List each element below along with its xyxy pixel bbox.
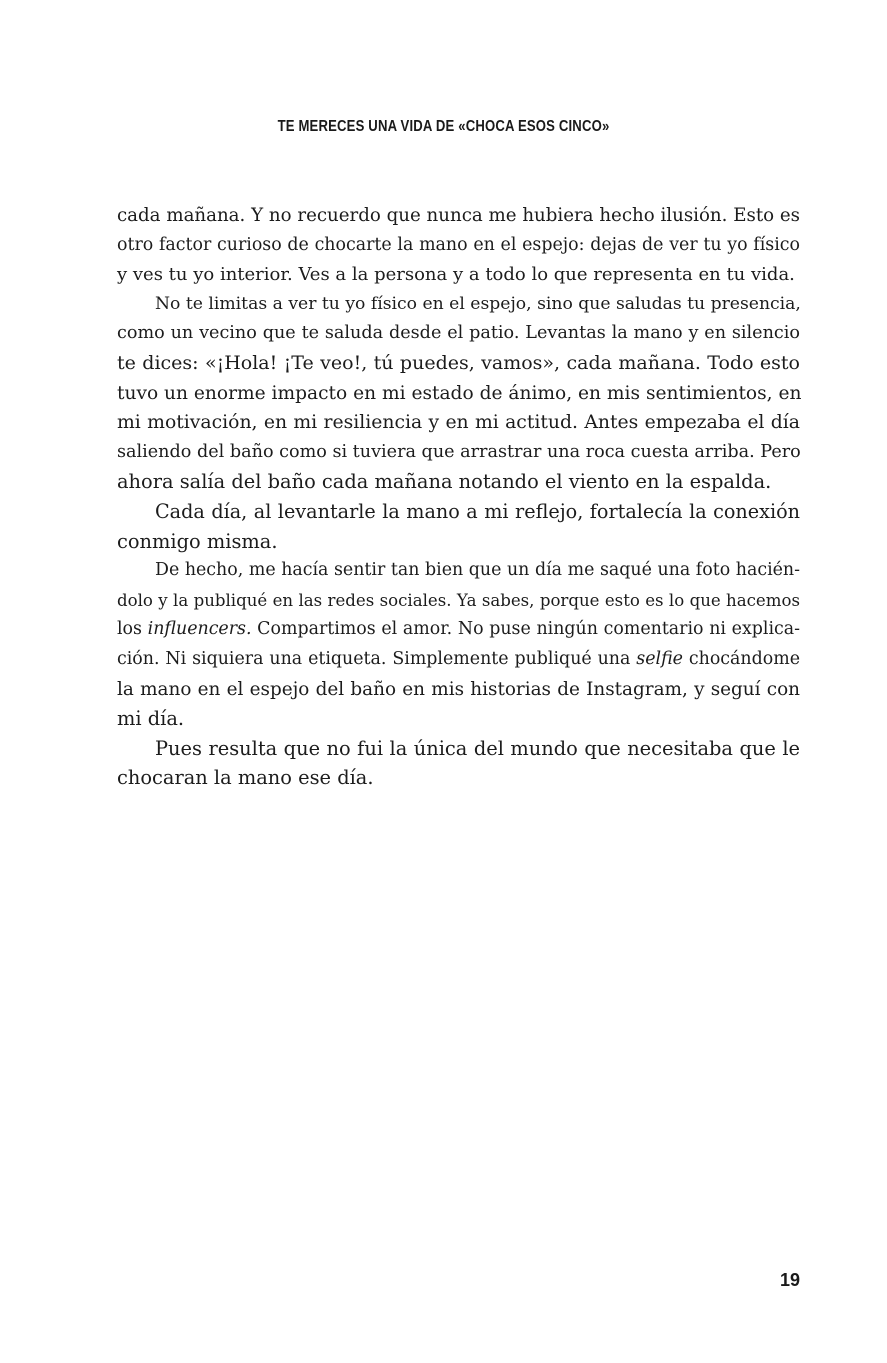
text-line: mi motivación, en mi resiliencia y en mi actitud. Antes empezaba el día [117,412,800,434]
text-line: conmigo misma. [117,529,278,553]
text-line: la mano en el espejo del baño en mis historias de Instagram, y seguí con [117,678,800,700]
paragraph-first-line: De hecho, me hacía sentir tan bien que un día me saqué una foto hacién- [155,560,800,581]
paragraph-first-line: Cada día, al levantarle la mano a mi reflejo, fortalecía la conexión [155,499,800,523]
paragraph-first-line: No te limitas a ver tu yo físico en el espejo, sino que saludas tu presencia, [155,293,801,314]
paragraph-first-line: Pues resulta que no fui la única del mundo que necesitaba que le [155,736,800,760]
text-line: dolo y la publiqué en las redes sociales. Ya sabes, porque esto es lo que hacemos [117,590,800,610]
text-line [117,615,800,645]
text-line: cada mañana. Y no recuerdo que nunca me hubiera hecho ilusión. Esto es [117,205,800,226]
text-line: mi día. [117,707,185,731]
running-header-title: TE MERECES UNA VIDA DE «CHOCA ESOS CINCO» [277,118,610,135]
italic-term-selfie: selfie [636,648,683,669]
text-line: tuvo un enorme impacto en mi estado de ánimo, en mis sentimientos, en [117,382,802,404]
text-segment: ción. Ni siquiera una etiqueta. Simplemente publiqué una [117,648,637,669]
text-line: otro factor curioso de chocarte la mano en el espejo: dejas de ver tu yo físico [117,234,800,255]
text-line: chocaran la mano ese día. [117,766,374,790]
text-line: te dices: «¡Hola! ¡Te veo!, tú puedes, vamos», cada mañana. Todo esto [117,351,800,374]
text-segment: chocándome [682,648,800,669]
text-line: ahora salía del baño cada mañana notando el viento en la espalda. [117,470,772,494]
text-line: saliendo del baño como si tuviera que arrastrar una roca cuesta arriba. Pero [117,441,801,462]
italic-term-influencers: influencers. [147,619,252,640]
text-segment: Compartimos el amor. No puse ningún comentario ni explica- [251,619,800,640]
text-line: y ves tu yo interior. Ves a la persona y a todo lo que representa en tu vida. [117,264,795,286]
body-text [117,201,800,793]
text-segment: los [117,619,148,640]
page-number: 19 [779,1270,800,1290]
text-line: como un vecino que te saluda desde el patio. Levantas la mano y en silencio [117,323,800,344]
text-line [117,645,800,675]
